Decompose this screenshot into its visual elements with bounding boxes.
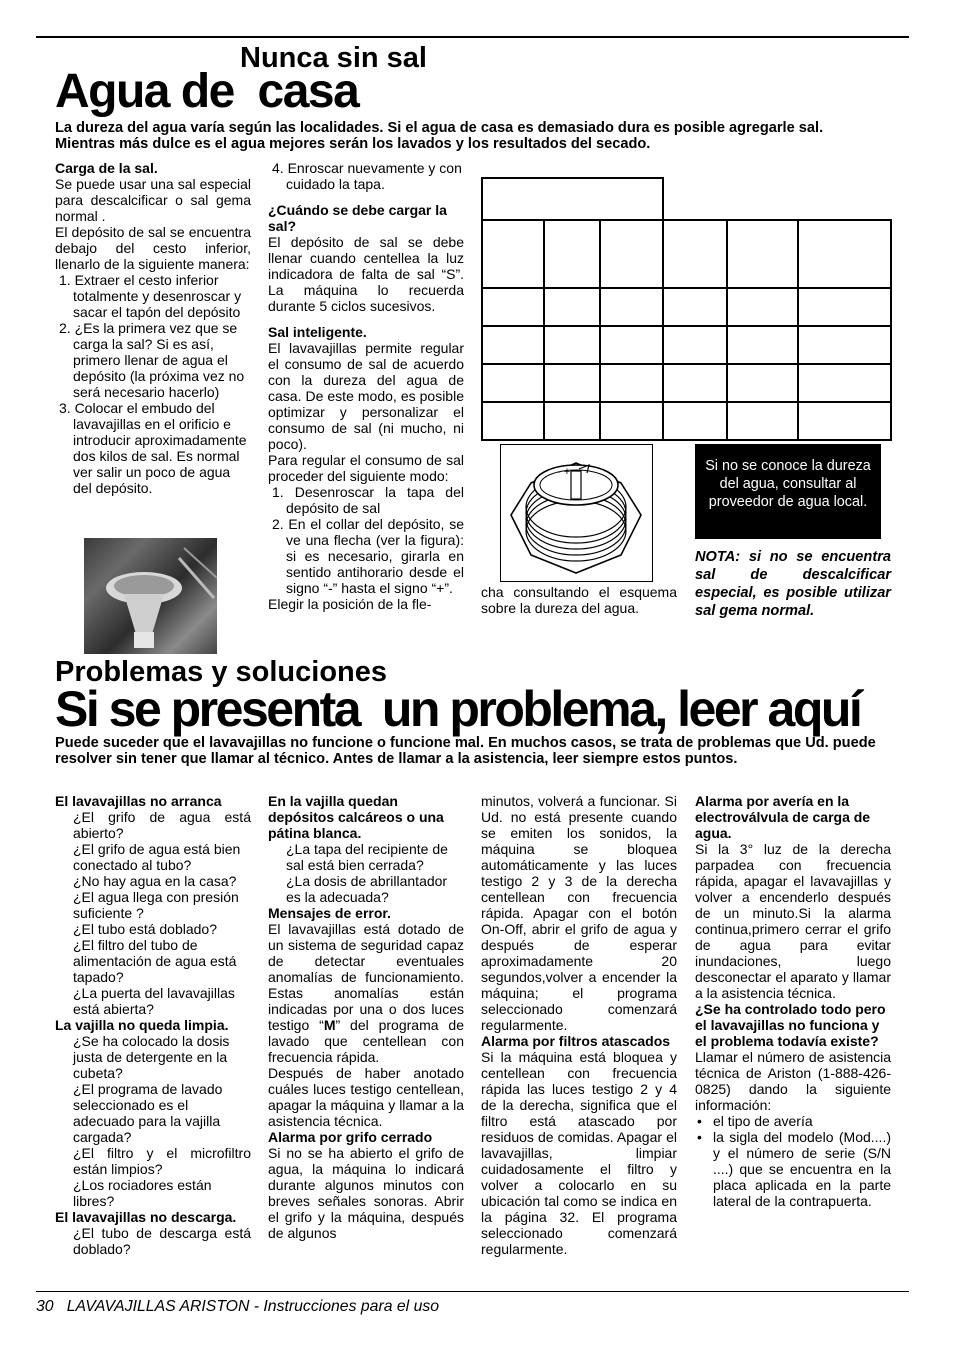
paragraph: Se puede usar una sal especial para descalcificar o sal gema normal .: [55, 176, 251, 224]
bullet-item: [695, 1113, 891, 1129]
check-item: ¿El filtro y el microfiltro están limpios?: [73, 1145, 251, 1177]
check-item: ¿La tapa del recipiente de sal está bien cerrada?: [286, 841, 448, 873]
bullet-item: [695, 1129, 891, 1209]
paragraph: Elegir la posición de la fle-: [268, 596, 432, 612]
check-item: ¿El programa de lavado seleccionado es el adecuado para la vajilla cargada?: [73, 1081, 223, 1145]
heading-filtros-atascados: Alarma por filtros atascados: [481, 1033, 671, 1049]
error-text-a: El lavavajillas está dotado de un sistema de seguridad capaz de detectar eventuales anomalías de funcionamiento. Estas anomalías están indicadas por una o dos luces testigo “: [268, 921, 464, 1033]
table-cell: [544, 220, 600, 288]
problemas-column-3: [481, 793, 677, 1257]
step-item: 1. Desenroscar la tapa del depósito de sal: [272, 484, 464, 516]
bullet-text: la sigla del modelo (Mod....) y el número de serie (S/N ....) que se encuentra en la placa aplicada en la parte lateral de la contrapuerta.: [713, 1129, 891, 1209]
cap-signs: - +: [557, 466, 571, 478]
table-cell: [663, 288, 727, 326]
table-cell: [798, 364, 891, 402]
heading-no-limpia: La vajilla no queda limpia.: [55, 1017, 229, 1033]
table-cell: [798, 288, 891, 326]
bottom-rule: [36, 1291, 909, 1292]
table-cell: [482, 402, 544, 440]
table-cell: [798, 220, 891, 288]
heading-grifo-cerrado: Alarma por grifo cerrado: [268, 1129, 433, 1145]
page-footer: 30 LAVAVAJILLAS ARISTON - Instrucciones para el uso: [36, 1298, 440, 1315]
section-title-sal: Agua de casa: [55, 65, 359, 118]
table-cell: [544, 402, 600, 440]
table-cell: [482, 178, 663, 220]
bullet-icon: •: [697, 1129, 702, 1145]
table-cell: [727, 220, 798, 288]
paragraph: minutos, volverá a funcionar. Si Ud. no está presente cuando se emiten los sonidos, la máquina se bloquea automáticamente y las luces testigo 2 y 3 de la derecha centellean con frecuencia rápida. Apagar con el botón On-Off, abrir el grifo de agua y después de esperar aproximadamente 20 segundos,volver a encender la máquina; el programa seleccionado comenzará regularmente.: [481, 793, 677, 1033]
table-cell: [482, 326, 544, 364]
check-item: ¿El tubo está doblado?: [73, 921, 217, 937]
paragraph: Para regular el consumo de sal proceder del siguiente modo:: [268, 452, 464, 484]
heading-cuando-cargar: ¿Cuándo se debe cargar la sal?: [268, 202, 447, 234]
table-cell: [544, 288, 600, 326]
check-item: ¿El tubo de descarga está doblado?: [73, 1225, 251, 1257]
check-item: ¿El filtro del tubo de alimentación de agua está tapado?: [73, 937, 237, 985]
table-cell: [600, 288, 663, 326]
sal-column-1: [55, 160, 251, 496]
step-item: 3. Colocar el embudo del lavavajillas en el orificio e introducir aproximadamente dos kilos de sal. Es normal ver salir un poco de agua del depósito.: [59, 400, 247, 496]
paragraph: El lavavajillas permite regular el consumo de sal de acuerdo con la dureza del agua de casa. De este modo, es posible optimizar y personalizar el consumo de sal (ni mucho, ni poco).: [268, 340, 464, 452]
table-cell: [727, 326, 798, 364]
table-cell: [727, 364, 798, 402]
salt-cap-illustration: [500, 444, 653, 582]
heading-no-arranca: El lavavajillas no arranca: [55, 793, 222, 809]
step-item: 2. ¿Es la primera vez que se carga la sal? Si es así, primero llenar de agua el depósito (la próxima vez no será necesario hacerlo): [59, 320, 245, 400]
section-title-problemas: Si se presenta un problema, leer aquí: [55, 681, 861, 737]
check-item: ¿Los rociadores están libres?: [73, 1177, 212, 1209]
check-item: ¿No hay agua en la casa?: [73, 873, 237, 889]
table-cell: [482, 288, 544, 326]
funnel-photo: [84, 538, 217, 654]
paragraph: [268, 921, 464, 1065]
salt-cap-icon: [501, 445, 652, 581]
heading-electrovalvula: Alarma por avería en la electroválvula de carga de agua.: [695, 793, 871, 841]
problemas-column-2: [268, 793, 464, 1241]
error-text-b: ” del programa de lavado que centellean con frecuencia rápida.: [268, 1017, 464, 1065]
table-cell: [798, 402, 891, 440]
table-cell: [600, 364, 663, 402]
problemas-column-1: [55, 793, 251, 1257]
table-cell: [727, 288, 798, 326]
table-cell: [600, 402, 663, 440]
funnel-icon: [84, 538, 217, 654]
paragraph: Si la máquina está bloquea y centellean con frecuencia rápida las luces testigo 2 y 4 de la derecha, significa que el filtro está atascado por residuos de comidas. Apagar el lavavajillas, limpiar cuidadosamente el filtro y volver a colocarlo en su ubicación tal como se indica en la página 32. El programa seleccionado comenzará regularmente.: [481, 1049, 677, 1257]
table-cell: [727, 402, 798, 440]
heading-carga-sal: Carga de la sal.: [55, 160, 158, 176]
paragraph: Llamar el número de asistencia técnica de Ariston (1-888-426-0825) dando la siguiente información:: [695, 1049, 891, 1113]
table-cell: [600, 326, 663, 364]
bullet-text: el tipo de avería: [713, 1113, 813, 1129]
check-item: ¿El grifo de agua está bien conectado al tubo?: [73, 841, 241, 873]
top-rule: [36, 36, 909, 38]
table-cell: [663, 364, 727, 402]
check-item: ¿La puerta del lavavajillas está abierta?: [73, 985, 235, 1017]
note-gema: NOTA: si no se encuentra sal de descalcificar especial, es posible utilizar sal gema normal.: [695, 549, 891, 619]
table-cell: [600, 220, 663, 288]
heading-no-descarga: El lavavajillas no descarga.: [55, 1209, 237, 1225]
paragraph: El depósito de sal se debe llenar cuando centellea la luz indicadora de falta de sal “S”. La máquina lo recuerda durante 5 ciclos sucesivos.: [268, 234, 464, 314]
problemas-column-4: [695, 793, 891, 1209]
check-item: ¿El grifo de agua está abierto?: [73, 809, 251, 841]
sal-column-2: [268, 160, 464, 612]
heading-todavia-existe: ¿Se ha controlado todo pero el lavavajillas no funciona y el problema todavía existe?: [695, 1001, 886, 1049]
section-subtitle-problemas: Problemas y soluciones: [55, 656, 388, 688]
table-cell: [482, 364, 544, 402]
paragraph: Si no se ha abierto el grifo de agua, la máquina lo indicará durante algunos minutos con breves señales sonoras. Abrir el grifo y la máquina, después de algunos: [268, 1145, 464, 1241]
paragraph: Después de haber anotado cuáles luces testigo centellean, apagar la máquina y llamar a la asistencia técnica.: [268, 1065, 464, 1129]
table-cell: [544, 364, 600, 402]
table-cell: [663, 178, 891, 220]
check-item: ¿La dosis de abrillantador es la adecuada?: [286, 873, 448, 905]
step-item: 4. Enroscar nuevamente y con cuidado la tapa.: [272, 160, 462, 192]
table-cell: [798, 326, 891, 364]
check-item: ¿El agua llega con presión suficiente ?: [73, 889, 239, 921]
table-cell: [544, 326, 600, 364]
paragraph: Si la 3° luz de la derecha parpadea con frecuencia rápida, apagar el lavavajillas y volver a encenderlo después de un minuto.Si la alarma continua,primero cerrar el grifo de agua para evitar inundaciones, luego desconectar el aparato y llamar a la asistencia técnica.: [695, 841, 891, 1001]
table-cell: [663, 402, 727, 440]
table-cell: [482, 220, 544, 288]
caption-continuation: cha consultando el esquema sobre la dureza del agua.: [481, 584, 677, 616]
section-intro-problemas: Puede suceder que el lavavajillas no funcione o funcione mal. En muchos casos, se trata de problemas que Ud. puede resolver sin tener que llamar al técnico. Antes de llamar a la asistencia, leer siempre estos puntos.: [55, 735, 876, 767]
table-cell: [663, 326, 727, 364]
section-intro-sal: La dureza del agua varía según las localidades. Si el agua de casa es demasiado dura es posible agregarle sal. Mientras más dulce es el agua mejores serán los lavados y los resultados del secado.: [55, 120, 824, 152]
heading-depositos-calcareos: En la vajilla quedan depósitos calcáreos o una pátina blanca.: [268, 793, 444, 841]
paragraph: El depósito de sal se encuentra debajo del cesto inferior, llenarlo de la siguiente manera:: [55, 224, 251, 272]
step-item: 2. En el collar del depósito, se ve una flecha (ver la figura): si es necesario, girarla en sentido antihorario desde el signo “-” hasta el signo “+”.: [272, 516, 464, 596]
section-subtitle-sal: Nunca sin sal: [240, 42, 427, 74]
check-item: ¿Se ha colocado la dosis justa de detergente en la cubeta?: [73, 1033, 230, 1081]
water-hardness-table: [481, 177, 892, 441]
table-cell: [663, 220, 727, 288]
step-item: 1. Extraer el cesto inferior totalmente y desenroscar y sacar el tapón del depósito: [59, 272, 242, 320]
bullet-icon: •: [697, 1113, 702, 1129]
heading-sal-inteligente: Sal inteligente.: [268, 324, 367, 340]
info-black-box: Si no se conoce la dureza del agua, consultar al proveedor de agua local.: [695, 444, 881, 539]
error-letter-m: M: [323, 1017, 336, 1033]
heading-mensajes-error: Mensajes de error.: [268, 905, 391, 921]
